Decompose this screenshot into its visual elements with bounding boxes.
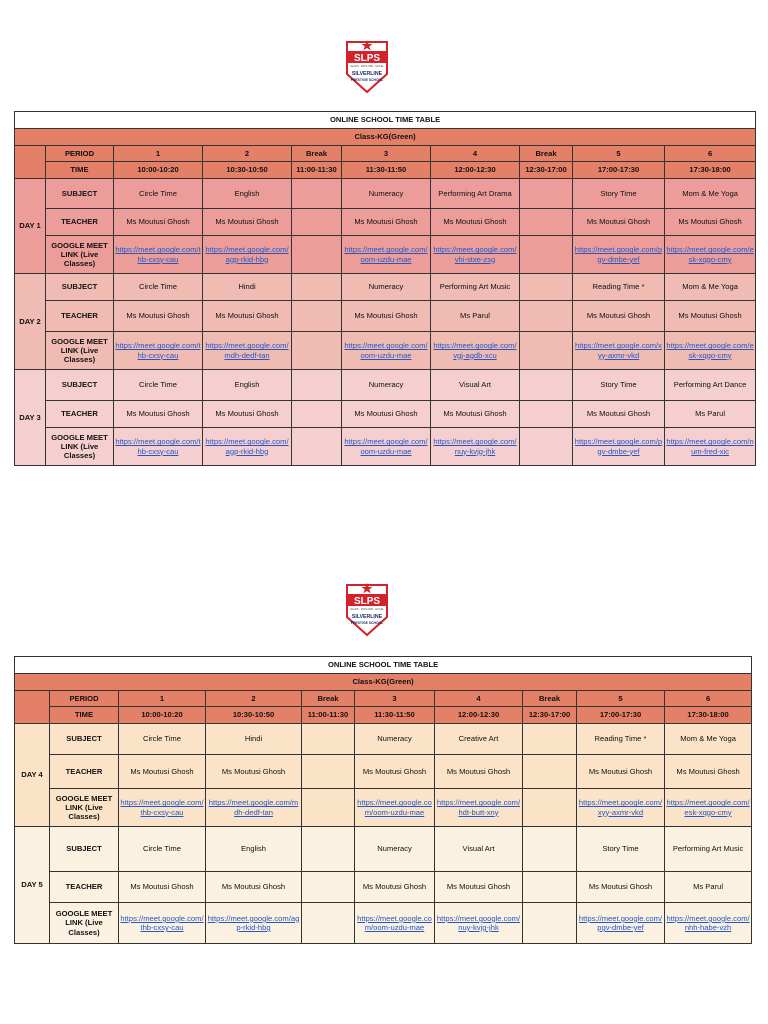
- subject-cell: Mom & Me Yoga: [665, 724, 752, 755]
- meet-link-cell: [119, 789, 206, 827]
- period-header: Break: [523, 691, 577, 707]
- svg-text:SILVERLINE: SILVERLINE: [351, 71, 383, 77]
- day-label: DAY 1: [15, 179, 46, 274]
- teacher-cell: Ms Moutusi Ghosh: [342, 401, 431, 428]
- empty-cell: [523, 903, 577, 944]
- meet-link[interactable]: https://meet.google.com/thb-cxsy-cau: [115, 437, 201, 456]
- time-slot: 10:00-10:20: [119, 707, 206, 724]
- empty-cell: [520, 301, 573, 332]
- teacher-cell: Ms Moutusi Ghosh: [665, 209, 756, 236]
- teacher-cell: Ms Moutusi Ghosh: [119, 872, 206, 903]
- teacher-cell: Ms Moutusi Ghosh: [577, 755, 665, 789]
- meet-link-cell: [114, 236, 203, 274]
- subject-cell: Numeracy: [342, 274, 431, 301]
- row-label: GOOGLE MEET LINK (Live Classes): [50, 789, 119, 827]
- meet-link[interactable]: https://meet.google.com/num-fred-xic: [666, 437, 754, 456]
- empty-cell: [302, 789, 355, 827]
- subject-cell: Circle Time: [119, 724, 206, 755]
- row-label: SUBJECT: [46, 274, 114, 301]
- meet-link[interactable]: https://meet.google.com/agp-rkid-hbg: [205, 245, 289, 264]
- subject-cell: Hindi: [206, 724, 302, 755]
- empty-cell: [292, 236, 342, 274]
- subject-cell: Visual Art: [435, 827, 523, 872]
- teacher-cell: Ms Moutusi Ghosh: [431, 209, 520, 236]
- meet-link-cell: [342, 428, 431, 466]
- teacher-cell: Ms Moutusi Ghosh: [206, 872, 302, 903]
- svg-text:LEARN · EXPLORE · EXCEL: LEARN · EXPLORE · EXCEL: [349, 65, 385, 68]
- meet-link-cell: [573, 428, 665, 466]
- row-label: GOOGLE MEET LINK (Live Classes): [50, 903, 119, 944]
- meet-link-cell: [665, 236, 756, 274]
- empty-cell: [302, 755, 355, 789]
- teacher-cell: Ms Moutusi Ghosh: [203, 209, 292, 236]
- meet-link[interactable]: https://meet.google.com/vhi-stxe-zsg: [433, 245, 517, 264]
- class-name: Class-KG(Green): [15, 129, 756, 146]
- timetable: [14, 111, 756, 466]
- meet-link-cell: [114, 332, 203, 370]
- meet-link-cell: [573, 332, 665, 370]
- svg-text:PRESTIGE SCHOOL: PRESTIGE SCHOOL: [350, 78, 384, 82]
- period-header: 5: [577, 691, 665, 707]
- row-label: SUBJECT: [46, 370, 114, 401]
- empty-cell: [520, 274, 573, 301]
- empty-cell: [523, 789, 577, 827]
- time-slot: 17:30-18:00: [665, 707, 752, 724]
- empty-cell: [292, 428, 342, 466]
- school-logo: [341, 38, 393, 94]
- time-label: TIME: [46, 162, 114, 179]
- meet-link[interactable]: https://meet.google.com/agp-rkid-hbg: [205, 437, 289, 456]
- time-slot: 10:00-10:20: [114, 162, 203, 179]
- meet-link-cell: [342, 236, 431, 274]
- day-label: DAY 3: [15, 370, 46, 466]
- period-header: 2: [203, 146, 292, 162]
- empty-cell: [292, 332, 342, 370]
- meet-link[interactable]: https://meet.google.com/thb-cxsy-cau: [120, 798, 204, 817]
- meet-link[interactable]: https://meet.google.com/xyy-axmr-vkd: [578, 798, 663, 817]
- svg-text:LEARN · EXPLORE · EXCEL: LEARN · EXPLORE · EXCEL: [349, 608, 385, 611]
- meet-link-cell: [431, 428, 520, 466]
- teacher-cell: Ms Moutusi Ghosh: [114, 301, 203, 332]
- header-spacer: [15, 146, 46, 179]
- time-slot: 10:30-10:50: [203, 162, 292, 179]
- day-label: DAY 4: [15, 724, 50, 827]
- subject-cell: Creative Art: [435, 724, 523, 755]
- row-label: GOOGLE MEET LINK (Live Classes): [46, 428, 114, 466]
- subject-cell: Performing Art Drama: [431, 179, 520, 209]
- meet-link[interactable]: https://meet.google.com/oom-uzdu-mae: [357, 913, 432, 932]
- subject-cell: Circle Time: [114, 370, 203, 401]
- empty-cell: [292, 301, 342, 332]
- period-header: 4: [435, 691, 523, 707]
- period-header: 3: [355, 691, 435, 707]
- subject-cell: English: [203, 179, 292, 209]
- meet-link[interactable]: https://meet.google.com/vgj-agdb-xcu: [433, 341, 517, 360]
- teacher-cell: Ms Moutusi Ghosh: [342, 209, 431, 236]
- period-label: PERIOD: [50, 691, 119, 707]
- subject-cell: Performing Art Music: [431, 274, 520, 301]
- header-spacer: [15, 691, 50, 724]
- meet-link[interactable]: https://meet.google.com/pgv-dmbe-yef: [574, 437, 663, 456]
- meet-link[interactable]: https://meet.google.com/oom-uzdu-mae: [344, 245, 428, 264]
- subject-cell: Numeracy: [342, 179, 431, 209]
- time-slot: 10:30-10:50: [206, 707, 302, 724]
- empty-cell: [292, 209, 342, 236]
- school-logo: [341, 581, 393, 637]
- meet-link[interactable]: https://meet.google.com/oom-uzdu-mae: [344, 437, 428, 456]
- subject-cell: Circle Time: [114, 179, 203, 209]
- period-label: PERIOD: [46, 146, 114, 162]
- meet-link-cell: [435, 903, 523, 944]
- row-label: GOOGLE MEET LINK (Live Classes): [46, 236, 114, 274]
- row-label: TEACHER: [46, 209, 114, 236]
- meet-link[interactable]: https://meet.google.com/thb-cxsy-cau: [120, 913, 204, 932]
- teacher-cell: Ms Moutusi Ghosh: [342, 301, 431, 332]
- svg-text:SILVERLINE: SILVERLINE: [351, 614, 383, 620]
- empty-cell: [302, 724, 355, 755]
- time-label: TIME: [50, 707, 119, 724]
- meet-link[interactable]: https://meet.google.com/nuy-kvjg-jhk: [433, 437, 517, 456]
- row-label: TEACHER: [50, 755, 119, 789]
- subject-cell: Mom & Me Yoga: [665, 274, 756, 301]
- teacher-cell: Ms Parul: [665, 401, 756, 428]
- teacher-cell: Ms Parul: [665, 872, 752, 903]
- subject-cell: Numeracy: [355, 827, 435, 872]
- meet-link-cell: [577, 903, 665, 944]
- teacher-cell: Ms Parul: [431, 301, 520, 332]
- teacher-cell: Ms Moutusi Ghosh: [206, 755, 302, 789]
- time-slot: 12:30-17:00: [523, 707, 577, 724]
- time-slot: 12:30-17:00: [520, 162, 573, 179]
- empty-cell: [520, 370, 573, 401]
- meet-link-cell: [577, 789, 665, 827]
- svg-text:PRESTIGE SCHOOL: PRESTIGE SCHOOL: [350, 621, 384, 625]
- meet-link-cell: [665, 332, 756, 370]
- empty-cell: [292, 370, 342, 401]
- teacher-cell: Ms Moutusi Ghosh: [435, 872, 523, 903]
- teacher-cell: Ms Moutusi Ghosh: [665, 755, 752, 789]
- empty-cell: [520, 236, 573, 274]
- teacher-cell: Ms Moutusi Ghosh: [435, 755, 523, 789]
- subject-cell: Mom & Me Yoga: [665, 179, 756, 209]
- period-header: 1: [114, 146, 203, 162]
- subject-cell: Story Time: [577, 827, 665, 872]
- teacher-cell: Ms Moutusi Ghosh: [573, 401, 665, 428]
- empty-cell: [302, 903, 355, 944]
- meet-link[interactable]: https://meet.google.com/thb-cxsy-cau: [115, 245, 201, 264]
- teacher-cell: Ms Moutusi Ghosh: [114, 401, 203, 428]
- meet-link-cell: [203, 332, 292, 370]
- empty-cell: [520, 209, 573, 236]
- teacher-cell: Ms Moutusi Ghosh: [355, 872, 435, 903]
- teacher-cell: Ms Moutusi Ghosh: [573, 209, 665, 236]
- meet-link-cell: [203, 236, 292, 274]
- subject-cell: Numeracy: [355, 724, 435, 755]
- empty-cell: [523, 827, 577, 872]
- teacher-cell: Ms Moutusi Ghosh: [203, 301, 292, 332]
- empty-cell: [523, 755, 577, 789]
- row-label: SUBJECT: [50, 724, 119, 755]
- subject-cell: Performing Art Dance: [665, 370, 756, 401]
- teacher-cell: Ms Moutusi Ghosh: [203, 401, 292, 428]
- subject-cell: English: [206, 827, 302, 872]
- subject-cell: Circle Time: [119, 827, 206, 872]
- teacher-cell: Ms Moutusi Ghosh: [355, 755, 435, 789]
- empty-cell: [292, 401, 342, 428]
- meet-link[interactable]: https://meet.google.com/esk-xqgo-cmy: [666, 341, 754, 360]
- row-label: TEACHER: [50, 872, 119, 903]
- subject-cell: Hindi: [203, 274, 292, 301]
- meet-link[interactable]: https://meet.google.com/xyy-axmr-vkd: [575, 341, 662, 360]
- meet-link[interactable]: https://meet.google.com/esk-xqgo-cmy: [666, 798, 750, 817]
- meet-link-cell: [431, 236, 520, 274]
- meet-link-cell: [206, 903, 302, 944]
- empty-cell: [523, 872, 577, 903]
- timetable-title: ONLINE SCHOOL TIME TABLE: [15, 112, 756, 129]
- meet-link[interactable]: https://meet.google.com/mdh-dedf-tan: [205, 341, 289, 360]
- teacher-cell: Ms Moutusi Ghosh: [114, 209, 203, 236]
- timetable-body: [15, 657, 752, 944]
- meet-link[interactable]: https://meet.google.com/mdh-dedf-tan: [208, 798, 299, 817]
- time-slot: 12:00-12:30: [435, 707, 523, 724]
- teacher-cell: Ms Moutusi Ghosh: [119, 755, 206, 789]
- time-slot: 17:30-18:00: [665, 162, 756, 179]
- period-header: Break: [292, 146, 342, 162]
- row-label: TEACHER: [46, 401, 114, 428]
- time-slot: 11:30-11:50: [342, 162, 431, 179]
- timetable-body: [15, 112, 756, 466]
- empty-cell: [302, 827, 355, 872]
- meet-link[interactable]: https://meet.google.com/pgv-dmbe-yef: [578, 913, 663, 932]
- row-label: SUBJECT: [46, 179, 114, 209]
- empty-cell: [292, 179, 342, 209]
- time-slot: 11:30-11:50: [355, 707, 435, 724]
- teacher-cell: Ms Moutusi Ghosh: [577, 872, 665, 903]
- meet-link-cell: [665, 903, 752, 944]
- class-name: Class-KG(Green): [15, 674, 752, 691]
- meet-link-cell: [665, 428, 756, 466]
- time-slot: 17:00-17:30: [577, 707, 665, 724]
- meet-link[interactable]: https://meet.google.com/nhh-habe-vzh: [666, 913, 750, 932]
- meet-link-cell: [355, 903, 435, 944]
- meet-link-cell: [435, 789, 523, 827]
- time-slot: 11:00-11:30: [302, 707, 355, 724]
- empty-cell: [520, 401, 573, 428]
- period-header: 5: [573, 146, 665, 162]
- period-header: Break: [520, 146, 573, 162]
- subject-cell: Performing Art Music: [665, 827, 752, 872]
- meet-link-cell: [119, 903, 206, 944]
- subject-cell: Reading Time *: [573, 274, 665, 301]
- row-label: SUBJECT: [50, 827, 119, 872]
- meet-link[interactable]: https://meet.google.com/oom-uzdu-mae: [357, 798, 432, 817]
- meet-link-cell: [355, 789, 435, 827]
- meet-link-cell: [206, 789, 302, 827]
- meet-link[interactable]: https://meet.google.com/hdt-butt-xny: [436, 798, 521, 817]
- meet-link[interactable]: https://meet.google.com/oom-uzdu-mae: [344, 341, 428, 360]
- meet-link-cell: [573, 236, 665, 274]
- empty-cell: [292, 274, 342, 301]
- teacher-cell: Ms Moutusi Ghosh: [665, 301, 756, 332]
- empty-cell: [523, 724, 577, 755]
- subject-cell: Story Time: [573, 179, 665, 209]
- meet-link[interactable]: https://meet.google.com/pgv-dmbe-yef: [574, 245, 663, 264]
- meet-link-cell: [431, 332, 520, 370]
- empty-cell: [520, 428, 573, 466]
- empty-cell: [520, 179, 573, 209]
- subject-cell: English: [203, 370, 292, 401]
- meet-link[interactable]: https://meet.google.com/agp-rkid-hbg: [207, 913, 300, 932]
- time-slot: 11:00-11:30: [292, 162, 342, 179]
- subject-cell: Circle Time: [114, 274, 203, 301]
- subject-cell: Story Time: [573, 370, 665, 401]
- time-slot: 12:00-12:30: [431, 162, 520, 179]
- meet-link-cell: [203, 428, 292, 466]
- time-slot: 17:00-17:30: [573, 162, 665, 179]
- subject-cell: Numeracy: [342, 370, 431, 401]
- period-header: 2: [206, 691, 302, 707]
- day-label: DAY 2: [15, 274, 46, 370]
- period-header: Break: [302, 691, 355, 707]
- row-label: GOOGLE MEET LINK (Live Classes): [46, 332, 114, 370]
- day-label: DAY 5: [15, 827, 50, 944]
- period-header: 6: [665, 146, 756, 162]
- meet-link-cell: [342, 332, 431, 370]
- period-header: 6: [665, 691, 752, 707]
- empty-cell: [302, 872, 355, 903]
- meet-link-cell: [114, 428, 203, 466]
- teacher-cell: Ms Moutusi Ghosh: [431, 401, 520, 428]
- teacher-cell: Ms Moutusi Ghosh: [573, 301, 665, 332]
- empty-cell: [520, 332, 573, 370]
- svg-text:SLPS: SLPS: [353, 596, 381, 607]
- period-header: 4: [431, 146, 520, 162]
- timetable: [14, 656, 752, 944]
- meet-link[interactable]: https://meet.google.com/esk-xqgo-cmy: [666, 245, 754, 264]
- meet-link[interactable]: https://meet.google.com/thb-cxsy-cau: [115, 341, 201, 360]
- svg-text:SLPS: SLPS: [353, 53, 381, 64]
- period-header: 1: [119, 691, 206, 707]
- meet-link-cell: [665, 789, 752, 827]
- row-label: TEACHER: [46, 301, 114, 332]
- subject-cell: Visual Art: [431, 370, 520, 401]
- period-header: 3: [342, 146, 431, 162]
- meet-link[interactable]: https://meet.google.com/nuy-kvjg-jhk: [436, 913, 521, 932]
- subject-cell: Reading Time *: [577, 724, 665, 755]
- timetable-title: ONLINE SCHOOL TIME TABLE: [15, 657, 752, 674]
